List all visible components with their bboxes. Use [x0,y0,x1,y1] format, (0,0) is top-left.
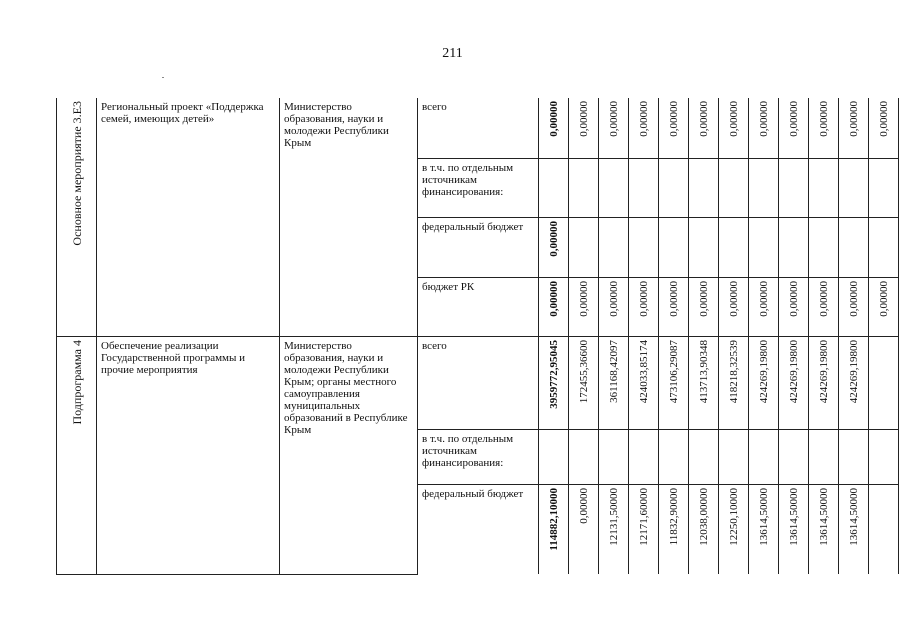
year-value-cell [569,277,599,336]
empty-value-cell [569,429,599,484]
empty-value-cell [719,217,749,277]
year-value-cell [779,484,809,574]
amount-value: 0,00000 [637,280,650,317]
empty-value-cell [869,158,899,217]
empty-value-cell [869,217,899,277]
year-value-cell [749,277,779,336]
empty-value-cell [539,158,569,217]
funding-source-label: в т.ч. по отдельным источникам финансирования: [422,432,514,469]
year-value-cell [569,336,599,429]
empty-value-cell [779,158,809,217]
empty-value-cell [779,429,809,484]
amount-value: 473106,29087 [667,339,680,403]
amount-value: 0,00000 [817,280,830,317]
row-executor-cell [280,98,418,336]
year-value-cell [809,277,839,336]
amount-value: 13614,50000 [757,487,770,546]
empty-value-cell [689,429,719,484]
amount-value: 0,00000 [697,101,710,137]
amount-value: 0,00000 [757,101,770,137]
amount-value: 424269,19800 [817,339,830,403]
year-value-cell [629,98,659,158]
year-value-cell [839,277,869,336]
year-value-cell [659,98,689,158]
empty-value-cell [539,429,569,484]
funding-source-label: всего [422,339,447,352]
year-value-cell [809,336,839,429]
year-value-cell [689,98,719,158]
empty-value-cell [719,429,749,484]
empty-value-cell [659,158,689,217]
empty-value-cell [809,158,839,217]
amount-value: 0,00000 [577,487,590,524]
year-value-cell [839,484,869,574]
amount-value: 0,00000 [547,280,560,317]
amount-value: 413713,90348 [697,339,710,403]
page-number: 211 [442,46,463,61]
empty-value-cell [809,217,839,277]
year-value-cell [749,484,779,574]
empty-value-cell [869,429,899,484]
empty-value-cell [749,217,779,277]
table-row [57,336,899,429]
year-value-cell [659,336,689,429]
total-value-cell [539,217,569,277]
empty-value-cell [839,429,869,484]
funding-source-cell [418,277,539,336]
total-value-cell [539,277,569,336]
year-value-cell [779,277,809,336]
funding-source-label: всего [422,101,447,113]
empty-value-cell [659,217,689,277]
total-value-cell [539,98,569,158]
row-code-text: Основное мероприятие 3.Е3 [69,101,84,246]
year-value-cell [569,484,599,574]
amount-value: 0,00000 [727,280,740,317]
funding-source-cell [418,336,539,429]
budget-table [56,98,899,575]
total-value-cell [539,484,569,574]
row-executor-text: Министерство образования, науки и молодежи Республики Крым [284,101,389,149]
amount-value: 0,00000 [697,280,710,317]
row-name-text: Региональный проект «Поддержка семей, имеющих детей» [101,101,264,125]
year-value-cell [719,98,749,158]
empty-value-cell [599,158,629,217]
year-value-cell [569,98,599,158]
amount-value: 0,00000 [757,280,770,317]
amount-value: 0,00000 [847,101,860,137]
amount-value: 172455,36600 [577,339,590,403]
amount-value: 0,00000 [547,101,560,137]
funding-source-label: федеральный бюджет [422,220,524,233]
amount-value: 0,00000 [607,280,620,317]
funding-source-cell [418,429,539,484]
amount-value: 13614,50000 [817,487,830,546]
year-value-cell [869,98,899,158]
empty-value-cell [599,429,629,484]
empty-value-cell [689,217,719,277]
amount-value: 418218,32539 [727,339,740,403]
amount-value: 12171,60000 [637,487,650,546]
empty-value-cell [629,429,659,484]
year-value-cell [629,277,659,336]
amount-value: 424269,19800 [787,339,800,403]
year-value-cell [869,277,899,336]
amount-value: 424269,19800 [757,339,770,403]
amount-value: 0,00000 [727,101,740,137]
empty-value-cell [839,217,869,277]
year-value-cell [599,98,629,158]
year-value-cell [659,277,689,336]
funding-source-cell [418,484,539,574]
amount-value: 0,00000 [787,101,800,137]
amount-value: 424269,19800 [847,339,860,403]
year-value-cell [599,336,629,429]
amount-value: 0,00000 [667,280,680,317]
empty-value-cell [869,484,899,574]
amount-value: 0,00000 [577,280,590,317]
funding-source-cell [418,98,539,158]
amount-value: 0,00000 [547,220,560,257]
amount-value: 361168,42097 [607,339,620,403]
amount-value: 13614,50000 [787,487,800,546]
row-name-cell [97,336,280,574]
amount-value: 0,00000 [607,101,620,137]
year-value-cell [689,277,719,336]
row-code-cell [57,336,97,574]
year-value-cell [689,336,719,429]
year-value-cell [749,336,779,429]
funding-source-label: в т.ч. по отдельным источникам финансирования: [422,161,514,198]
year-value-cell [839,336,869,429]
year-value-cell [689,484,719,574]
amount-value: 0,00000 [637,101,650,137]
year-value-cell [719,277,749,336]
amount-value: 0,00000 [787,280,800,317]
empty-value-cell [659,429,689,484]
amount-value: 0,00000 [577,101,590,137]
empty-value-cell [809,429,839,484]
row-code-cell [57,98,97,336]
year-value-cell [809,484,839,574]
amount-value: 12250,10000 [727,487,740,546]
empty-value-cell [869,336,899,429]
row-executor-cell [280,336,418,574]
total-value-cell [539,336,569,429]
row-name-cell [97,98,280,336]
year-value-cell [749,98,779,158]
table-row [57,98,899,158]
empty-value-cell [599,217,629,277]
row-name-text: Обеспечение реализации Государственной программы и прочие мероприятия [101,339,246,376]
empty-value-cell [779,217,809,277]
year-value-cell [599,484,629,574]
year-value-cell [629,484,659,574]
funding-source-label: бюджет РК [422,280,475,293]
year-value-cell [809,98,839,158]
empty-value-cell [689,158,719,217]
row-code-text: Подпрограмма 4 [69,339,84,425]
empty-value-cell [749,429,779,484]
amount-value: 3959772,95045 [547,339,560,409]
year-value-cell [719,484,749,574]
amount-value: 114882,10000 [547,487,560,551]
amount-value: 13614,50000 [847,487,860,546]
amount-value: 0,00000 [877,101,890,137]
empty-value-cell [839,158,869,217]
empty-value-cell [569,158,599,217]
amount-value: 0,00000 [877,280,890,317]
scan-artifact [162,77,164,78]
amount-value: 12131,50000 [607,487,620,546]
funding-source-cell [418,158,539,217]
empty-value-cell [719,158,749,217]
year-value-cell [599,277,629,336]
amount-value: 424033,85174 [637,339,650,403]
funding-source-label: федеральный бюджет [422,487,524,500]
empty-value-cell [629,158,659,217]
amount-value: 0,00000 [847,280,860,317]
year-value-cell [719,336,749,429]
year-value-cell [779,336,809,429]
funding-source-cell [418,217,539,277]
amount-value: 12038,00000 [697,487,710,546]
year-value-cell [629,336,659,429]
empty-value-cell [569,217,599,277]
empty-value-cell [629,217,659,277]
empty-value-cell [749,158,779,217]
amount-value: 11832,90000 [667,487,680,545]
amount-value: 0,00000 [667,101,680,137]
amount-value: 0,00000 [817,101,830,137]
year-value-cell [779,98,809,158]
year-value-cell [659,484,689,574]
row-executor-text: Министерство образования, науки и молодежи Республики Крым; органы местного самоуправления муниципальных образований в Республике Крым [284,339,408,436]
year-value-cell [839,98,869,158]
